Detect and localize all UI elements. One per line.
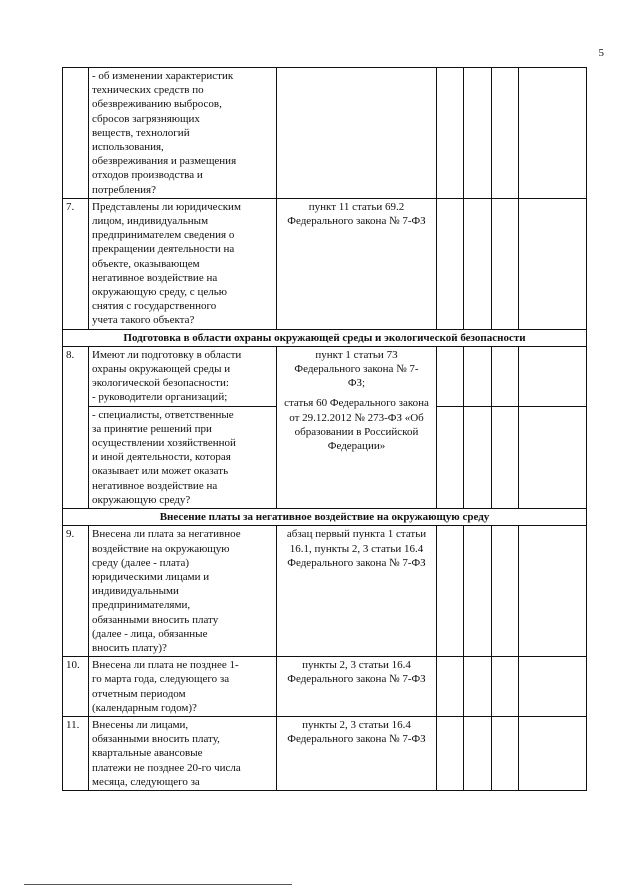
reference-cell: абзац первый пункта 1 статьи 16.1, пункты 2, 3 статьи 16.4 Федерального закона № 7-ФЗ: [277, 526, 437, 657]
row-number: 11.: [63, 716, 89, 790]
row-number: 8.: [63, 346, 89, 508]
notes-cell: [519, 68, 587, 199]
section-header-payment: [63, 509, 587, 526]
reference-cell: пункт 11 статьи 69.2 Федерального закона № 7-ФЗ: [277, 198, 437, 329]
answer-na-cell: [492, 406, 519, 508]
answer-no-cell: [464, 657, 492, 717]
answer-no-cell: [464, 346, 492, 406]
notes-cell: [519, 198, 587, 329]
table-row-10: [63, 657, 587, 717]
answer-na-cell: [492, 68, 519, 199]
notes-cell: [519, 346, 587, 406]
answer-na-cell: [492, 198, 519, 329]
question-cell: Представлены ли юридическим лицом, индивидуальным предпринимателем сведения о прекращении деятельности на объекте, оказывающем негативное воздействие на окружающую среду, с целью снятия с государственного учета такого объекта?: [89, 198, 277, 329]
answer-yes-cell: [437, 526, 464, 657]
notes-cell: [519, 526, 587, 657]
answer-no-cell: [464, 406, 492, 508]
answer-no-cell: [464, 198, 492, 329]
notes-cell: [519, 406, 587, 508]
answer-yes-cell: [437, 198, 464, 329]
section-title: Внесение платы за негативное воздействие на окружающую среду: [63, 509, 587, 526]
notes-cell: [519, 716, 587, 790]
answer-na-cell: [492, 657, 519, 717]
reference-cell: пункт 1 статьи 73 Федерального закона № 7-ФЗ; статья 60 Федерального закона от 29.12.2012 № 273-ФЗ «Об образовании в Российской Федерации»: [277, 346, 437, 508]
notes-cell: [519, 657, 587, 717]
answer-yes-cell: [437, 346, 464, 406]
answer-na-cell: [492, 716, 519, 790]
answer-na-cell: [492, 526, 519, 657]
table-row-7: [63, 198, 587, 329]
answer-yes-cell: [437, 657, 464, 717]
question-cell: - специалисты, ответственные за принятие решений при осуществлении хозяйственной и иной деятельности, которая оказывает или может оказать негативное воздействие на окружающую среду?: [89, 406, 277, 508]
question-cell: Внесены ли лицами, обязанными вносить плату, квартальные авансовые платежи не позднее 20-го числа месяца, следующего за: [89, 716, 277, 790]
question-cell: - об изменении характеристик технических средств по обезвреживанию выбросов, сбросов загрязняющих веществ, технологий использования, обезвреживания и размещения отходов производства и потребления?: [89, 68, 277, 199]
section-header-training: [63, 329, 587, 346]
requirements-checklist-table: [62, 67, 587, 791]
answer-no-cell: [464, 68, 492, 199]
reference-cell: [277, 68, 437, 199]
table-row-11: [63, 716, 587, 790]
row-number: 9.: [63, 526, 89, 657]
answer-yes-cell: [437, 68, 464, 199]
answer-yes-cell: [437, 406, 464, 508]
answer-no-cell: [464, 526, 492, 657]
table-row-9: [63, 526, 587, 657]
table-row-continuation: [63, 68, 587, 199]
table-row-8a: [63, 346, 587, 406]
row-number: 10.: [63, 657, 89, 717]
page-number: 5: [598, 47, 604, 59]
question-cell: Имеют ли подготовку в области охраны окружающей среды и экологической безопасности: - руководители организаций;: [89, 346, 277, 406]
reference-cell: пункты 2, 3 статьи 16.4 Федерального закона № 7-ФЗ: [277, 716, 437, 790]
section-title: Подготовка в области охраны окружающей среды и экологической безопасности: [63, 329, 587, 346]
row-number: [63, 68, 89, 199]
answer-na-cell: [492, 346, 519, 406]
answer-no-cell: [464, 716, 492, 790]
row-number: 7.: [63, 198, 89, 329]
question-cell: Внесена ли плата за негативное воздействие на окружающую среду (далее - плата) юридическими лицами и индивидуальными предпринимателями, обязанными вносить плату (далее - лица, обязанные вносить плату)?: [89, 526, 277, 657]
answer-yes-cell: [437, 716, 464, 790]
footer-divider: [24, 884, 292, 885]
reference-cell: пункты 2, 3 статьи 16.4 Федерального закона № 7-ФЗ: [277, 657, 437, 717]
question-cell: Внесена ли плата не позднее 1- го марта года, следующего за отчетным периодом (календарным годом)?: [89, 657, 277, 717]
